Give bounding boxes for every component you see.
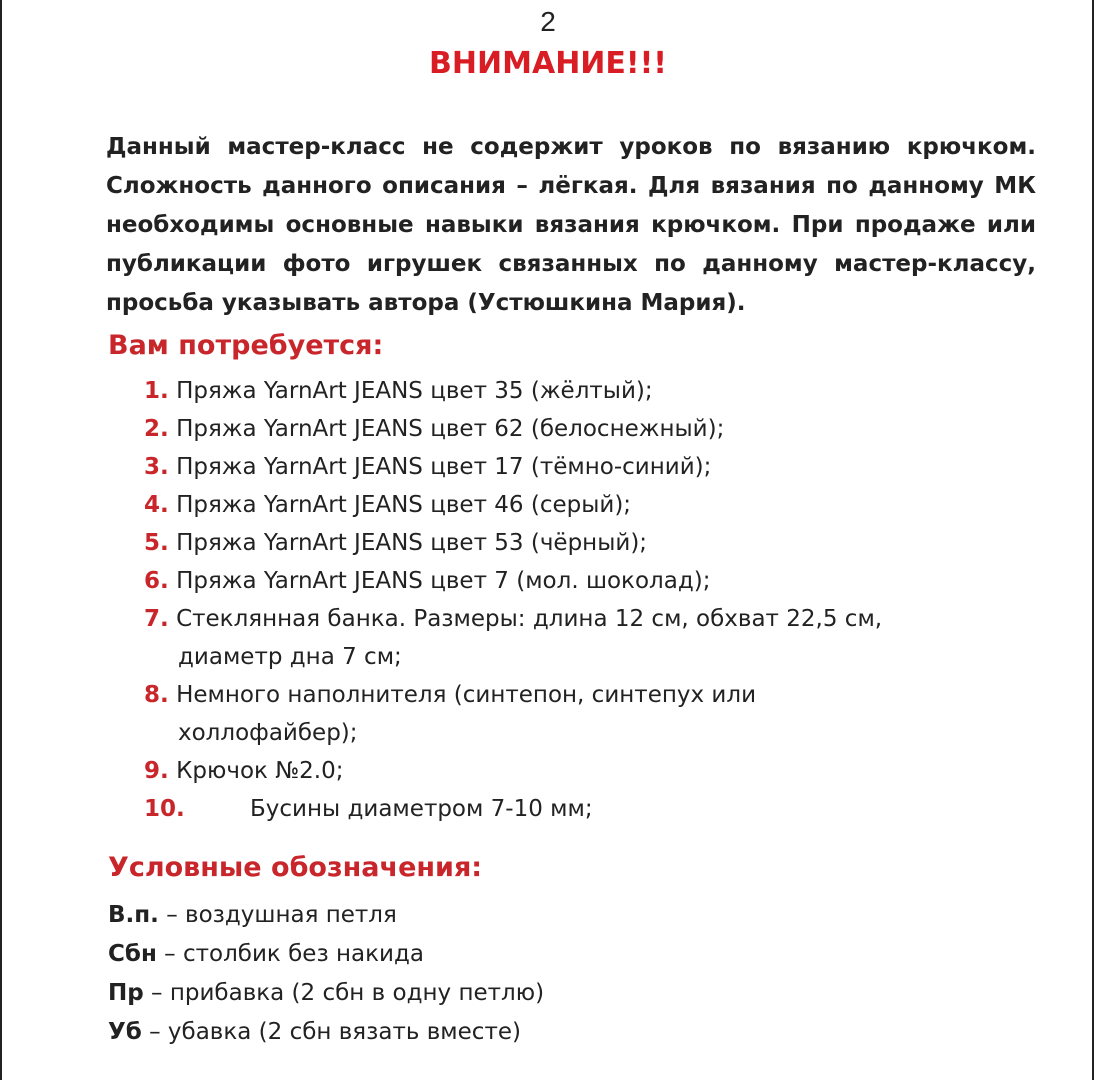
list-item-continuation: диаметр дна 7 см; <box>178 644 402 670</box>
list-item-text: Пряжа YarnArt JEANS цвет 46 (серый); <box>176 492 632 518</box>
list-item-number: 4. <box>144 492 169 518</box>
legend-row <box>108 974 908 1013</box>
list-item-text: Пряжа YarnArt JEANS цвет 53 (чёрный); <box>176 530 648 556</box>
list-item-number: 5. <box>144 530 169 556</box>
list-item-text: Крючок №2.0; <box>176 758 344 784</box>
list-item-number: 6. <box>144 568 169 594</box>
list-item <box>144 410 1004 448</box>
list-item-text: Стеклянная банка. Размеры: длина 12 см, обхват 22,5 см, <box>176 606 883 632</box>
list-item <box>144 752 1004 790</box>
list-item-continuation: холлофайбер); <box>178 720 358 746</box>
list-item-text: Пряжа YarnArt JEANS цвет 62 (белоснежный); <box>176 416 725 442</box>
intro-paragraph <box>106 128 1036 323</box>
legend-row <box>108 935 908 974</box>
legend-desc: – убавка (2 сбн вязать вместе) <box>141 1019 521 1045</box>
legend-heading: Условные обозначения: <box>108 852 483 883</box>
legend-abbr: В.п. <box>108 902 159 928</box>
intro-text: Данный мастер-класс не содержит уроков по вязанию крючком. Сложность данного описания – лёгкая. Для вязания по данному МК необходимы основные навыки вязания крючком. При продаже или публикации фото игрушек связанных по данному мастер-классу, просьба указывать автора (Устюшкина Мария). <box>106 134 1036 316</box>
legend-desc: – столбик без накида <box>156 941 424 967</box>
list-item-number: 10. <box>144 796 185 822</box>
legend-desc: – воздушная петля <box>158 902 397 928</box>
legend-row <box>108 1013 908 1052</box>
list-item-number: 8. <box>144 682 169 708</box>
list-item-text: Бусины диаметром 7-10 мм; <box>250 796 593 822</box>
list-item-number: 9. <box>144 758 169 784</box>
list-item-number: 7. <box>144 606 169 632</box>
requirements-list <box>144 372 1004 828</box>
list-item <box>144 790 1004 828</box>
legend-abbr: Пр <box>108 980 144 1006</box>
list-item-text: Пряжа YarnArt JEANS цвет 35 (жёлтый); <box>176 378 653 404</box>
requirements-heading: Вам потребуется: <box>108 330 384 361</box>
page-title: ВНИМАНИЕ!!! <box>429 46 667 81</box>
list-item-text: Пряжа YarnArt JEANS цвет 17 (тёмно-синий); <box>176 454 712 480</box>
list-item-number: 1. <box>144 378 169 404</box>
list-item-number: 3. <box>144 454 169 480</box>
legend-row <box>108 896 908 935</box>
list-item <box>144 524 1004 562</box>
list-item <box>144 600 1004 638</box>
list-item <box>144 372 1004 410</box>
list-item-text: Немного наполнителя (синтепон, синтепух или <box>176 682 757 708</box>
list-item <box>144 562 1004 600</box>
legend-abbr: Уб <box>108 1019 142 1045</box>
legend-abbr: Сбн <box>108 941 157 967</box>
legend-desc: – прибавка (2 сбн в одну петлю) <box>143 980 545 1006</box>
list-item <box>144 448 1004 486</box>
list-item-number: 2. <box>144 416 169 442</box>
page-number: 2 <box>540 6 556 37</box>
list-item-text: Пряжа YarnArt JEANS цвет 7 (мол. шоколад); <box>176 568 711 594</box>
legend-list <box>108 896 908 1052</box>
list-item <box>144 486 1004 524</box>
list-item <box>144 676 1004 714</box>
